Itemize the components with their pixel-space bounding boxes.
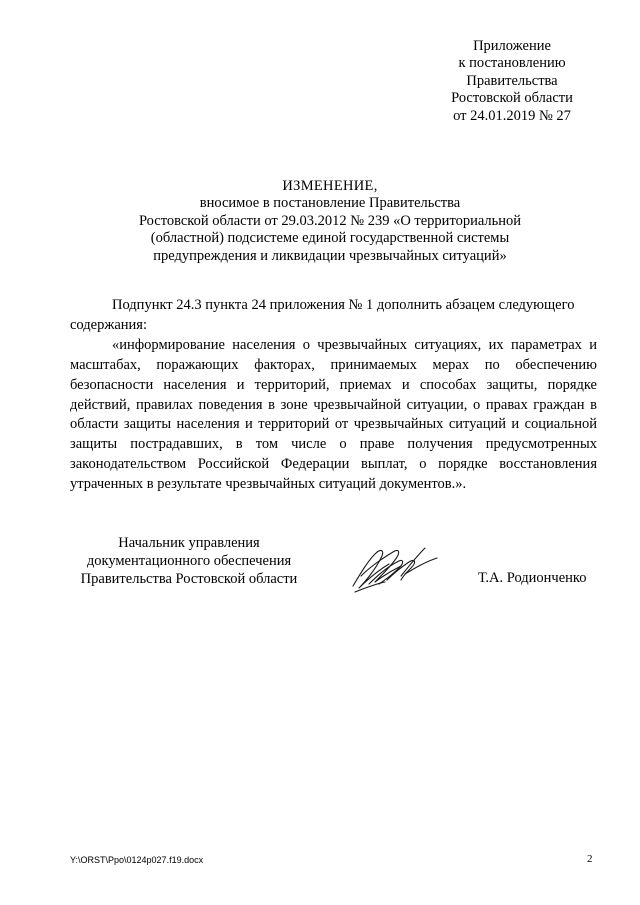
signer-name: Т.А. Родионченко	[478, 570, 587, 586]
title-line: (областной) подсистеме единой государственной системы	[150, 230, 510, 247]
appendix-line: Приложение	[473, 38, 551, 54]
title-line: Ростовской области от 29.03.2012 № 239 «О территориальной	[138, 212, 522, 229]
document-title	[70, 178, 590, 265]
title-heading: ИЗМЕНЕНИЕ,	[282, 178, 378, 194]
signer-position-line: Правительства Ростовской области	[80, 571, 298, 588]
appendix-line: Ростовской области	[451, 90, 573, 107]
appendix-line: к постановлению	[458, 55, 566, 72]
appendix-line: Правительства	[466, 72, 558, 89]
document-body	[70, 296, 597, 495]
signer-position-line: Начальник управления	[118, 535, 260, 551]
signer-position	[64, 534, 314, 589]
title-line: предупреждения и ликвидации чрезвычайных ситуаций»	[153, 247, 507, 264]
body-paragraph-intro: Подпункт 24.3 пункта 24 приложения № 1 дополнить абзацем следующего содержания:	[70, 297, 575, 333]
page-number: 2	[587, 853, 593, 865]
title-line: вносимое в постановление Правительства	[199, 195, 461, 212]
handwritten-signature	[345, 536, 445, 598]
footer-file-path: Y:\ORST\Ppo\0124p027.f19.docx	[70, 855, 204, 865]
signer-position-line: документационного обеспечения	[86, 553, 292, 570]
body-paragraph-amendment: «информирование населения о чрезвычайных ситуациях, их параметрах и масштабах, поражающих факторах, принимаемых мерах по обеспечению безопасности населения и территорий, приемах и способах защиты, порядке действий, правилах поведения в зоне чрезвычайной ситуации, о правах граждан в области защиты населения и территорий от чрезвычайных ситуаций и социальной защиты пострадавших, в том числе о праве получения предусмотренных законодательством Российской Федерации выплат, о порядке восстановления утраченных в результате чрезвычайных ситуаций документов.».	[70, 336, 597, 493]
appendix-block	[412, 38, 612, 125]
appendix-line: от 24.01.2019 № 27	[453, 107, 571, 124]
